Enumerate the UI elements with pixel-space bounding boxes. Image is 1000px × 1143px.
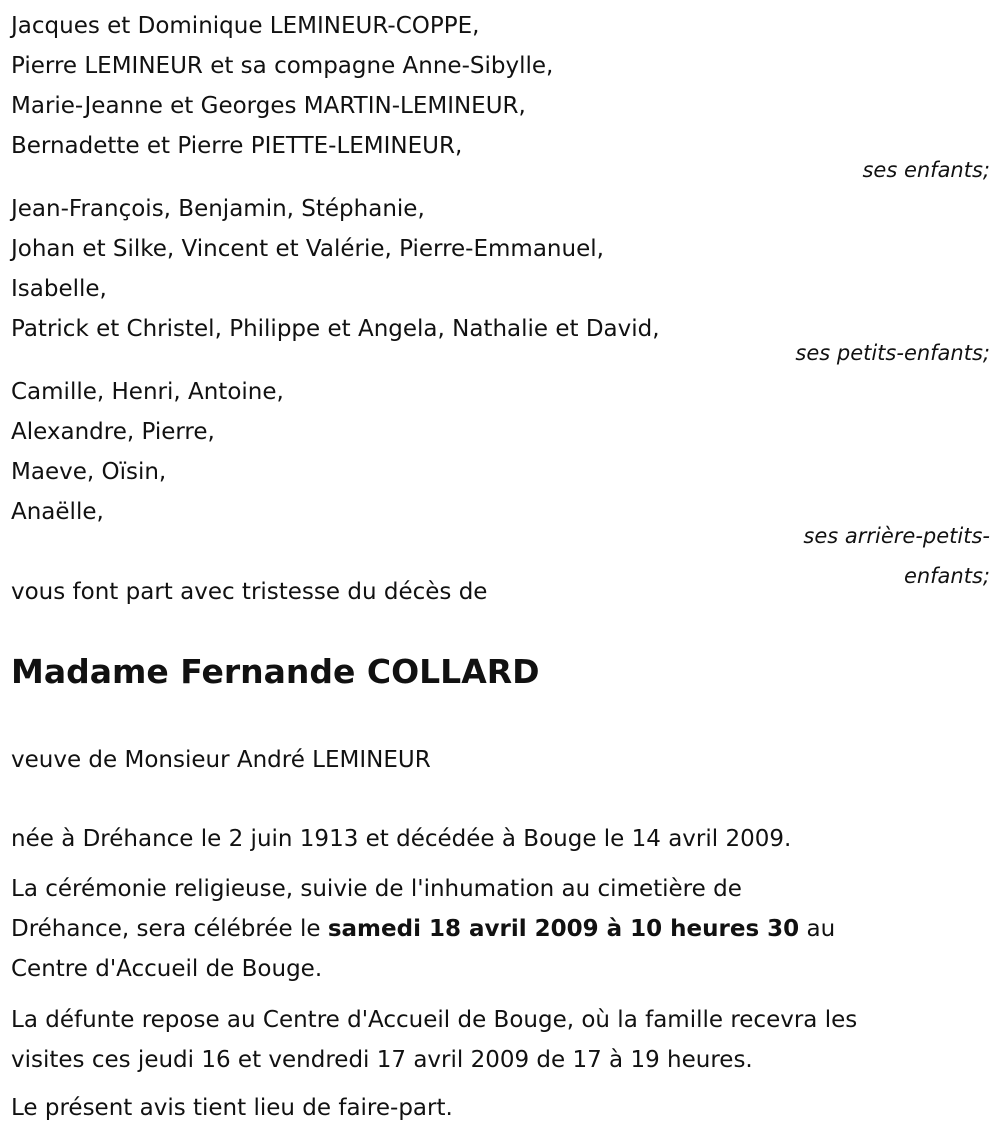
role-petits-enfants: ses petits-enfants; [795, 341, 990, 365]
family-line: Patrick et Christel, Philippe et Angela, Nathalie et David, [11, 316, 660, 342]
family-line: Camille, Henri, Antoine, [11, 379, 284, 405]
family-line: Maeve, Oïsin, [11, 459, 167, 485]
ceremony-line-2 [11, 909, 835, 949]
visits-line-1: La défunte repose au Centre d'Accueil de Bouge, où la famille recevra les [11, 1007, 858, 1033]
family-line: Anaëlle, [11, 499, 104, 525]
deceased-name: Madame Fernande COLLARD [11, 652, 540, 691]
ceremony-line-1: La cérémonie religieuse, suivie de l'inhumation au cimetière de [11, 876, 742, 902]
role-arriere-petits-enfants-1: ses arrière-petits- [803, 524, 990, 548]
ceremony-text: Dréhance, sera célébrée le [11, 916, 328, 942]
family-line: Marie-Jeanne et Georges MARTIN-LEMINEUR, [11, 93, 526, 119]
widow-of: veuve de Monsieur André LEMINEUR [11, 747, 431, 773]
birth-death: née à Dréhance le 2 juin 1913 et décédée à Bouge le 14 avril 2009. [11, 826, 792, 852]
ceremony-line-3: Centre d'Accueil de Bouge. [11, 956, 323, 982]
visits-line-2: visites ces jeudi 16 et vendredi 17 avril 2009 de 17 à 19 heures. [11, 1047, 753, 1073]
family-line: Isabelle, [11, 276, 107, 302]
family-line: Jacques et Dominique LEMINEUR-COPPE, [11, 13, 480, 39]
family-line: Bernadette et Pierre PIETTE-LEMINEUR, [11, 133, 463, 159]
ceremony-text: au [799, 916, 836, 942]
role-arriere-petits-enfants-2: enfants; [903, 564, 990, 588]
family-line: Pierre LEMINEUR et sa compagne Anne-Sibylle, [11, 53, 554, 79]
family-line: Alexandre, Pierre, [11, 419, 215, 445]
family-line: Johan et Silke, Vincent et Valérie, Pierre-Emmanuel, [11, 236, 604, 262]
announcement: vous font part avec tristesse du décès de [11, 579, 488, 605]
family-line: Jean-François, Benjamin, Stéphanie, [11, 196, 425, 222]
ceremony-date: samedi 18 avril 2009 à 10 heures 30 [327, 916, 800, 942]
closing: Le présent avis tient lieu de faire-part. [11, 1095, 453, 1121]
role-enfants: ses enfants; [862, 158, 990, 182]
